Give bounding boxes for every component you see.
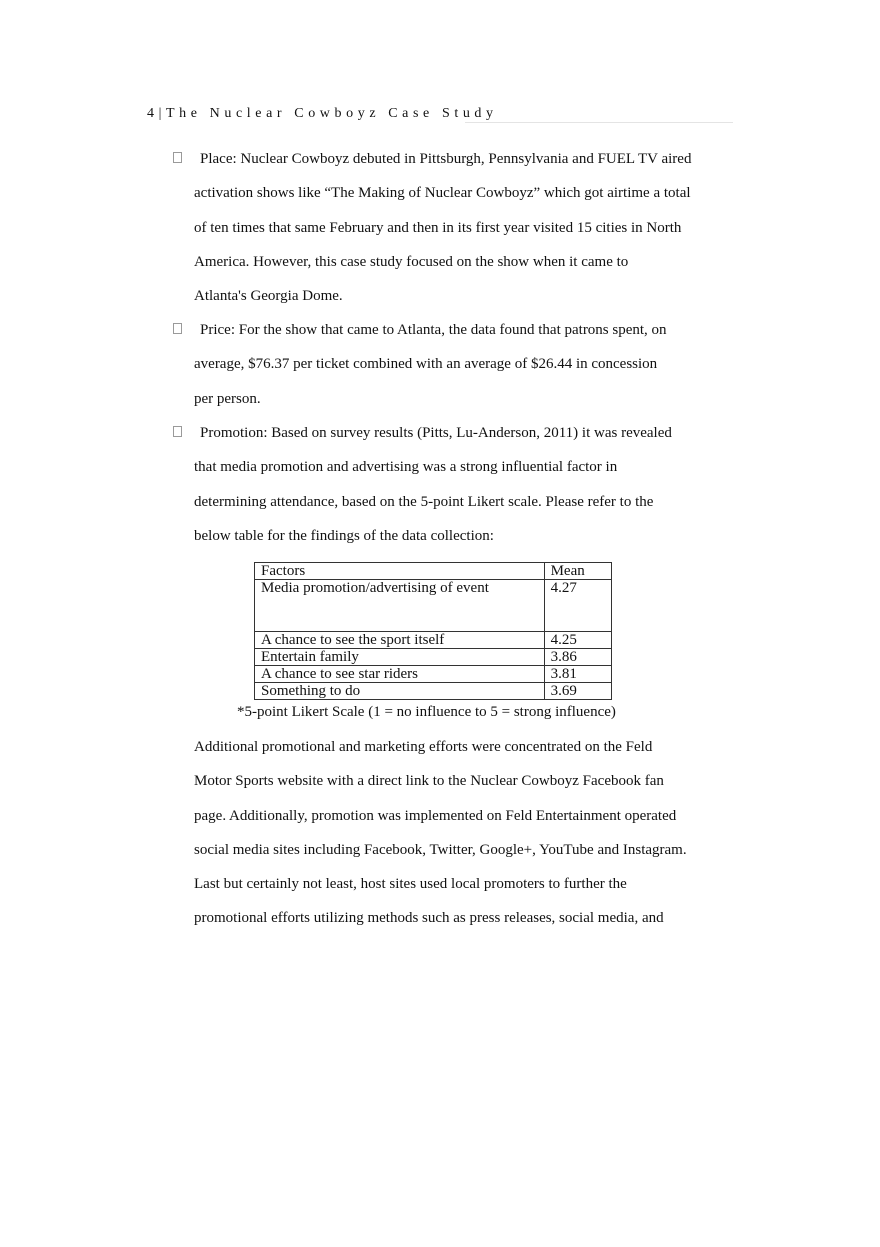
- paragraph-line: Motor Sports website with a direct link to the Nuclear Cowboyz Facebook fan: [194, 773, 664, 790]
- mean-cell: 4.27: [544, 580, 611, 632]
- mean-cell: 3.86: [544, 649, 611, 666]
- factor-cell: Media promotion/advertising of event: [255, 580, 545, 632]
- bullet-line: average, $76.37 per ticket combined with an average of $26.44 in concession: [194, 356, 658, 373]
- factors-table: [254, 562, 612, 700]
- table-row: [255, 666, 612, 683]
- paragraph-line: social media sites including Facebook, Twitter, Google+, YouTube and Instagram.: [194, 841, 687, 858]
- table-header-cell: Factors: [255, 563, 545, 580]
- table-footnote: *5-point Likert Scale (1 = no influence to 5 = strong influence): [237, 704, 616, 720]
- bullet-line: activation shows like “The Making of Nuclear Cowboyz” which got airtime a total: [194, 185, 691, 202]
- table-header-cell: Mean: [544, 563, 611, 580]
- bullet-promotion: [194, 416, 714, 553]
- paragraph-line: page. Additionally, promotion was implemented on Feld Entertainment operated: [194, 807, 677, 824]
- bullet-line: America. However, this case study focused on the show when it came to: [194, 253, 629, 270]
- paragraph-line: Additional promotional and marketing efforts were concentrated on the Feld: [194, 739, 653, 755]
- bullet-line: Atlanta's Georgia Dome.: [194, 288, 343, 305]
- promotion-paragraph: [194, 730, 714, 936]
- bullet-line: Place: Nuclear Cowboyz debuted in Pittsburgh, Pennsylvania and FUEL TV aired: [200, 151, 692, 167]
- bullet-line: per person.: [194, 390, 261, 407]
- bullet-price: [194, 313, 714, 416]
- bullet-square-icon: [173, 426, 182, 437]
- bullet-place: [194, 142, 714, 313]
- paragraph-line: promotional efforts utilizing methods such as press releases, social media, and: [194, 910, 664, 927]
- mean-cell: 3.69: [544, 683, 611, 700]
- table-row: [255, 649, 612, 666]
- bullet-line: Promotion: Based on survey results (Pitts, Lu-Anderson, 2011) it was revealed: [200, 425, 672, 441]
- factors-table-wrap: [254, 562, 612, 700]
- bullet-line: below table for the findings of the data collection:: [194, 527, 494, 544]
- table-row: [255, 580, 612, 632]
- table-row: [255, 632, 612, 649]
- factor-cell: A chance to see the sport itself: [255, 632, 545, 649]
- header-rule: [465, 122, 733, 123]
- factor-cell: Something to do: [255, 683, 545, 700]
- bullet-line: determining attendance, based on the 5-point Likert scale. Please refer to the: [194, 493, 654, 510]
- table-row: [255, 683, 612, 700]
- bullet-square-icon: [173, 152, 182, 163]
- running-header: 4|The Nuclear Cowboyz Case Study: [147, 106, 498, 121]
- bullet-line: that media promotion and advertising was a strong influential factor in: [194, 459, 618, 476]
- paragraph-line: Last but certainly not least, host sites used local promoters to further the: [194, 876, 627, 893]
- bullet-square-icon: [173, 323, 182, 334]
- factor-cell: Entertain family: [255, 649, 545, 666]
- table-header-row: [255, 563, 612, 580]
- bullet-line: Price: For the show that came to Atlanta, the data found that patrons spent, on: [200, 322, 667, 338]
- bullet-line: of ten times that same February and then in its first year visited 15 cities in North: [194, 219, 682, 236]
- factor-cell: A chance to see star riders: [255, 666, 545, 683]
- mean-cell: 4.25: [544, 632, 611, 649]
- mean-cell: 3.81: [544, 666, 611, 683]
